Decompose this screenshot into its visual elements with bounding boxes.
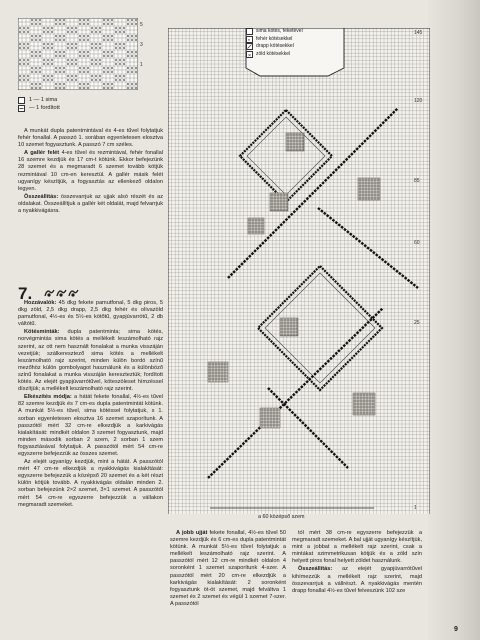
difficulty-icon	[56, 288, 67, 297]
right-column-text	[292, 530, 422, 596]
bold-lead: Összeállítás:	[298, 566, 333, 573]
legend-label: zöld kötésekkel	[256, 50, 291, 57]
paragraph-body: 4-es tűvel és rezmintával, fehér fonallal 16 szemre kezdjük és 17 cm-t kötünk. Ekkor befejezünk 28 szemet és a megmaradt 6 szemet tovább kötjük rezmintával 10 cm-en keresztül. A gallér másik felét ugyanígy készítjük, a fogyasztás az ellenkező oldalon legyen.	[18, 150, 163, 192]
chart-caption: a 60 középső szem	[258, 514, 305, 520]
small-stitch-chart	[18, 18, 138, 90]
paragraph	[18, 194, 163, 215]
small-chart-row-label: 5	[140, 22, 143, 28]
paragraph	[18, 329, 163, 393]
paragraph: tól mért 38 cm-re egyszerre befejezzük a megmaradt szemeket. A bal ujját ugyanígy készítjük, mint a jobbat a mellékelt rajz szerint, csak a mintákat szimmetrikusan kötjük és a zöld szín helyett piros fonal helyett zöldet használunk.	[292, 530, 422, 565]
left-column-text	[18, 128, 163, 216]
legend-item	[246, 51, 303, 59]
green-swatch-icon	[246, 51, 253, 58]
bold-lead: Elkészítés módja:	[24, 394, 72, 401]
paragraph	[170, 530, 286, 608]
small-chart-row-label: 3	[140, 42, 143, 48]
bold-lead: A jobb ujját	[176, 530, 208, 536]
sima-stitch-icon	[18, 97, 25, 104]
bold-lead: Kötésminták:	[24, 329, 60, 336]
paragraph	[18, 300, 163, 328]
small-chart-legend	[18, 96, 60, 112]
paragraph-body: dupla patentminta; sima kötés, norvégmintás sima kötés a mellékelt leszámolható rajz szerint, az ott nem használt fonalakat a munka visszáján vezetjük; szálkeresztező sima kötés a mellékelt leszámolható rajz szerint, minden külön bordó színű mezőhöz külön gombolyagot használunk és a különböző színű fonalakat a munka visszáján kereszteztük; fordított kötés. Az elejét gyapjúvarrótűvel, köteszöleset hímzéssel díszítjük; a mellékelt leszámolható rajz szerint.	[18, 329, 163, 393]
legend-item	[246, 43, 303, 51]
knitting-chart	[168, 28, 430, 514]
legend-label: drapp kötésekkel	[256, 43, 294, 50]
difficulty-icon	[44, 288, 55, 297]
bold-lead: Összeállítás:	[24, 193, 59, 200]
svg-text:×: ×	[247, 53, 252, 58]
paragraph: A munkát dupla patentmintával és 4-es tűvel folytatjuk fehér fonallal. A passzó 1. sorában egyenletesen elosztva 10 szemet fogyasztunk. A passzó 7 cm széles.	[18, 128, 163, 149]
bold-lead: Hozzávalók:	[24, 300, 57, 306]
paragraph: Az elejét ugyanígy kezdjük, mint a hátát. A passzótól mért 47 cm-re elkezdjük a nyakkivágás kialakítását: egyszerre befejezzük a középső 20 szemet és a két részt külön kötjük tovább. A nyakkivágás oldalán minden 2. sorban befejezünk 2×2 szemet, 3×1 szemet. A passzótól mért 54 cm-re egyszerre befejezzük a vállakon megmaradt szemeket.	[18, 459, 163, 508]
legend-label: — 1 fordított	[29, 105, 60, 111]
chart-row-label: 85	[414, 178, 420, 184]
chart-row-label: 60	[414, 240, 420, 246]
legend-item	[18, 96, 60, 104]
section-7-text	[18, 300, 163, 510]
pattern-number-heading: 7.	[18, 284, 33, 303]
paragraph-body: 45 dkg fekete pamutfonal, 5 dkg piros, 5 dkg zöld, 2,5 dkg drapp, 2,5 dkg fehér és olívazöld pamutfonal, 4½-es és 5½-es kötőtű, gyapjúvarrótű, 2 db váltótű.	[18, 300, 163, 328]
black-knit-swatch-icon	[246, 28, 253, 35]
legend-item	[246, 28, 303, 36]
page-number: 9	[454, 626, 458, 633]
white-swatch-icon	[246, 36, 253, 43]
difficulty-icon	[68, 288, 79, 297]
svg-text:•: •	[247, 38, 251, 42]
chart-row-label: 1	[414, 505, 417, 511]
paragraph-body: fekete fonallal, 4½-es tűvel 50 szemre kezdjük és 6 cm-es dupla patentmintát kötünk. A munkát 5½-es tűvel folytatjuk a mellékelt leszámolható rajz szerint. A passzótól mért 12 cm-re mindkét oldalon 4 soronként 1 szemet szaporítunk 4-szer. A passzótól mért 20 cm-re elkezdjük a karkivágás kialakítását: 2 soronként fogyasztunk öt-öt szemet, majd felváltva 1 szemet és 2 szemet és végül 1 szemet 7-szer. A passzótól	[170, 530, 287, 607]
beige-swatch-icon	[246, 43, 253, 50]
legend-item	[18, 104, 60, 112]
legend-label: 1 — 1 sima	[29, 97, 58, 103]
middle-column-text	[170, 530, 286, 609]
legend-label: sima kötés, feketével	[256, 28, 303, 34]
small-chart-row-label: 1	[140, 62, 143, 68]
chart-row-label: 25	[414, 320, 420, 326]
paragraph	[18, 150, 163, 193]
paragraph-body: az elejét gyapjúvarrótűvel kihímezzük a mellékelt rajz szerint, majd összevarrjuk a vállrészt. A nyakkivágás mentén drapp fonallal 4½-es tűvel felveszünk 102 sze	[292, 566, 422, 594]
paragraph	[292, 566, 422, 594]
bold-lead: A gallér felét	[24, 150, 60, 157]
chart-row-label: 145	[414, 30, 423, 36]
paragraph-body: a hátát fekete fonallal, 4½-es tűvel 82 szemre kezdjük és 7 cm-es dupla patentmintát kötünk. A munkát 5½-es tűvel, sima kötéssel folytatjuk, s 1. sorban egyenletesen elosztva 16 szemet szaporítunk. A passzótól mért 32 cm-re elkezdjük a karkivágás kialakítását: mindkét oldalon 3 szemet fogyasztunk, majd minden második sorban 2 szem, 2 sorban 1 szem fogyasztásával folytatjuk. A passzótól mért 54 cm-re egyszerre befejezzük az összes szemet.	[18, 394, 163, 457]
fordított-stitch-icon	[18, 105, 25, 112]
difficulty-rating	[44, 288, 79, 297]
page-gutter-shadow	[428, 0, 480, 640]
legend-label: fehér kötésekkel	[256, 35, 293, 42]
chart-row-label: 120	[414, 98, 423, 104]
paragraph-body: összevarrjuk az ujjak alsó részét és az oldalakat. Összeállítjuk a gallér két oldalát, majd felvarrjuk a nyakkivágásra.	[18, 193, 163, 215]
legend-item	[246, 36, 303, 44]
paragraph	[18, 394, 163, 458]
knitting-chart-legend	[246, 28, 303, 58]
